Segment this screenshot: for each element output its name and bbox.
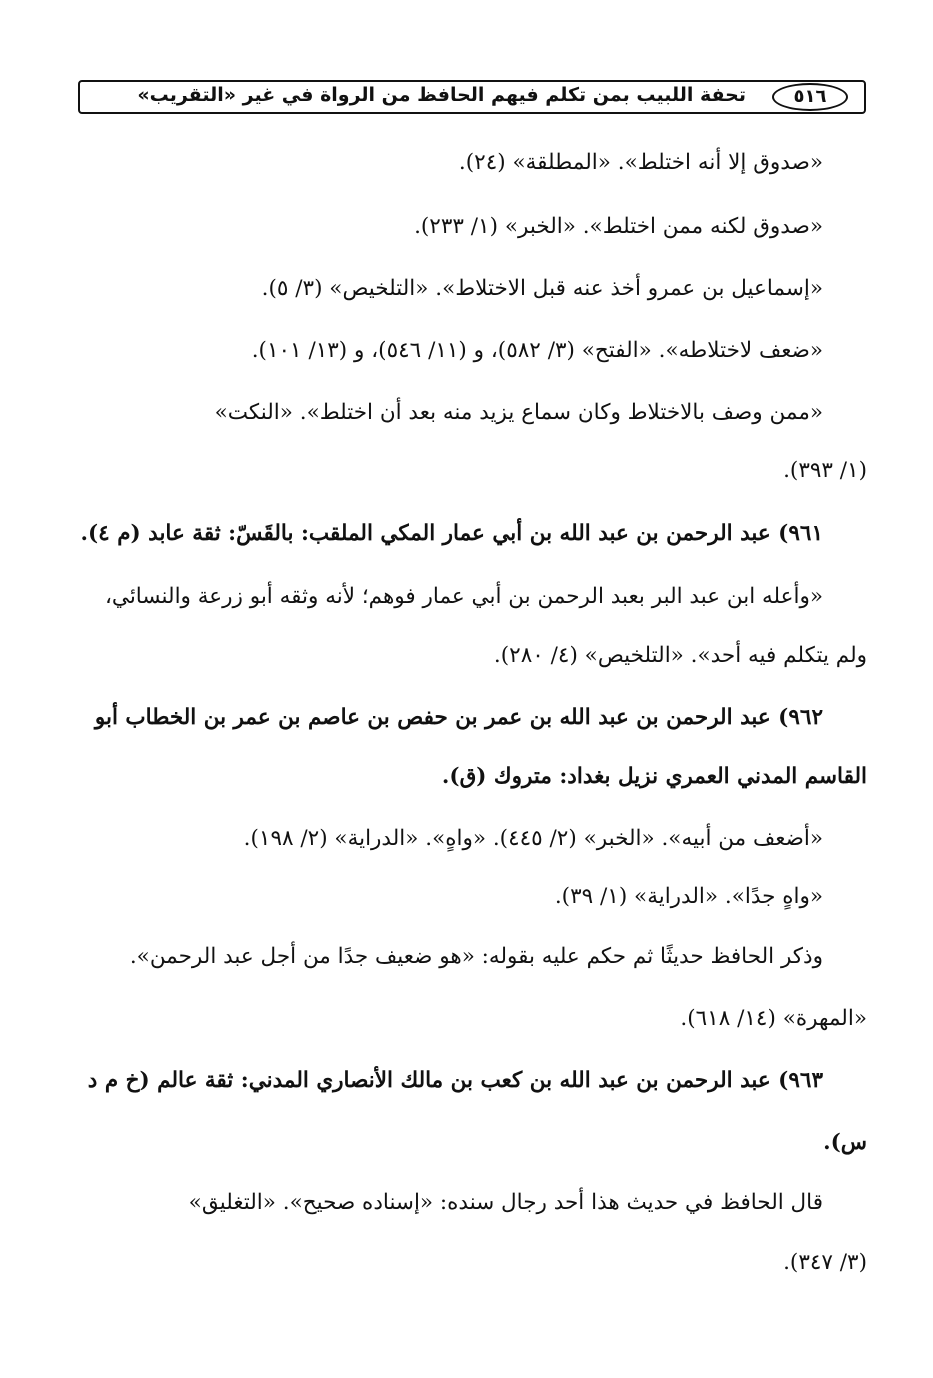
text-line: (٣/ ٣٤٧). [783, 1250, 867, 1275]
book-title: تحفة اللبيب بمن تكلم فيهم الحافظ من الرواة في غير «التقريب» [137, 84, 746, 106]
text-line: (١/ ٣٩٣). [783, 458, 867, 483]
text-line: «واهٍ جدًا». «الدراية» (١/ ٣٩). [554, 884, 823, 909]
entry-heading-963: ٩٦٣) عبد الرحمن بن عبد الله بن كعب بن مالك الأنصاري المدني: ثقة عالم (خ م د [87, 1068, 823, 1093]
text-line: «وأعله ابن عبد البر بعبد الرحمن بن أبي عمار فوهم؛ لأنه وثقه أبو زرعة والنسائي، [104, 584, 823, 609]
entry-heading-961: ٩٦١) عبد الرحمن بن عبد الله بن أبي عمار المكي الملقب: بالقَسّ: ثقة عابد (م ٤). [80, 521, 823, 546]
running-header [78, 80, 866, 114]
text-line: ولم يتكلم فيه أحد». «التلخيص» (٤/ ٢٨٠). [493, 643, 867, 668]
text-line: «صدوق لكنه ممن اختلط». «الخبر» (١/ ٢٣٣). [414, 214, 823, 239]
text-line: «ممن وصف بالاختلاط وكان سماع يزيد منه بعد أن اختلط». «النكت» [214, 400, 823, 425]
text-line: قال الحافظ في حديث هذا أحد رجال سنده: «إسناده صحيح». «التغليق» [188, 1190, 823, 1215]
text-line: «أضعف من أبيه». «الخبر» (٢/ ٤٤٥). «واهٍ». «الدراية» (٢/ ١٩٨). [243, 826, 823, 851]
page-number: ٥١٦ [772, 83, 848, 111]
text-line: «ضعف لاختلاطه». «الفتح» (٣/ ٥٨٢)، و (١١/ ٥٤٦)، و (١٣/ ١٠١). [251, 338, 823, 363]
text-line: «صدوق إلا أنه اختلط». «المطلقة» (٢٤). [458, 150, 823, 175]
text-line: «المهرة» (١٤/ ٦١٨). [680, 1006, 867, 1031]
entry-heading-962: ٩٦٢) عبد الرحمن بن عبد الله بن عمر بن حفص بن عاصم بن عمر بن الخطاب أبو [94, 705, 823, 730]
text-line: «إسماعيل بن عمرو أخذ عنه قبل الاختلاط». «التلخيص» (٣/ ٥). [261, 276, 823, 301]
text-line: وذكر الحافظ حديثًا ثم حكم عليه بقوله: «هو ضعيف جدًا من أجل عبد الرحمن». [129, 944, 823, 969]
entry-heading-962-cont: القاسم المدني العمري نزيل بغداد: متروك (ق). [441, 764, 867, 789]
entry-heading-963-cont: س). [823, 1130, 867, 1155]
